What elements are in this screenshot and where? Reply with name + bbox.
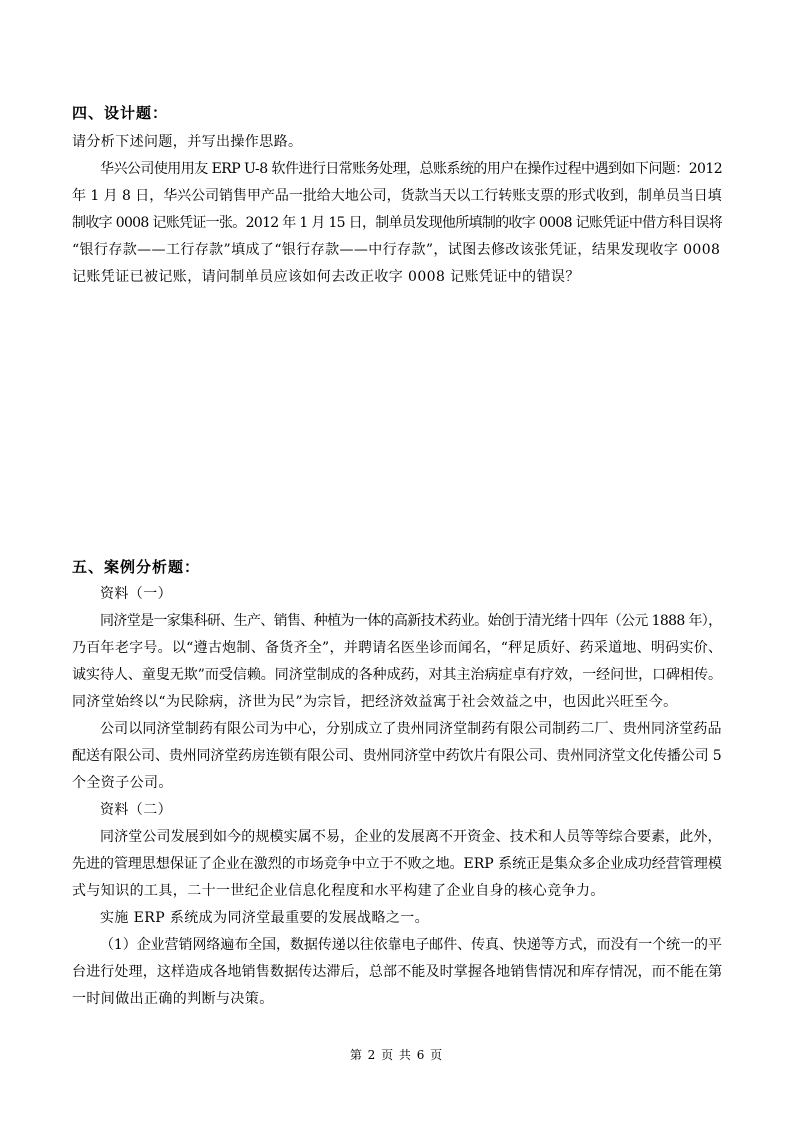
section-4-instruction: 请分析下述问题，并写出操作思路。 bbox=[72, 134, 303, 150]
material-2-line: 式与知识的工具，二十一世纪企业信息化程度和水平构建了企业自身的核心竞争力。 bbox=[72, 883, 605, 899]
section-4-line: 年 1 月 8 日，华兴公司销售甲产品一批给大地公司，货款当天以工行转账支票的形式收到，制单员当日填 bbox=[72, 188, 722, 204]
section-5-heading: 五、案例分析题： bbox=[72, 558, 201, 576]
section-4-line: 记账凭证已被记账，请问制单员应该如何去改正收字 0008 记账凭证中的错误？ bbox=[72, 269, 580, 285]
material-1-line: 配送有限公司、贵州同济堂药房连锁有限公司、贵州同济堂中药饮片有限公司、贵州同济堂文化传播公司 5 bbox=[72, 748, 722, 764]
section-4-line: 制收字 0008 记账凭证一张。2012 年 1 月 15 日，制单员发现他所填制的收字 0008 记账凭证中借方科目误将 bbox=[72, 215, 723, 231]
material-2-line: 先进的管理思想保证了企业在激烈的市场竞争中立于不败之地。ERP 系统正是集众多企业成功经营管理模 bbox=[72, 856, 722, 872]
material-1-title: 资料（一） bbox=[100, 586, 172, 602]
material-2-line: 同济堂公司发展到如今的规模实属不易，企业的发展离不开资金、技术和人员等等综合要素，此外， bbox=[100, 829, 722, 845]
material-2-line: 一时间做出正确的判断与决策。 bbox=[72, 991, 274, 1007]
section-4-line: 华兴公司使用用友 ERP U-8 软件进行日常账务处理，总账系统的用户在操作过程中遇到如下问题：2012 bbox=[100, 161, 723, 177]
material-1-line: 公司以同济堂制药有限公司为中心，分别成立了贵州同济堂制药有限公司制药二厂、贵州同济堂药品 bbox=[100, 721, 722, 737]
material-1-line: 同济堂是一家集科研、生产、销售、种植为一体的高新技术药业。始创于清光绪十四年（公元 1888 年）， bbox=[100, 613, 722, 629]
material-1-line: 同济堂始终以“为民除病，济世为民”为宗旨，把经济效益寓于社会效益之中，也因此兴旺至今。 bbox=[72, 694, 678, 710]
page-number-footer: 第 2 页 共 6 页 bbox=[349, 1048, 444, 1062]
material-1-line: 诚实待人、童叟无欺”而受信赖。同济堂制成的各种成药，对其主治病症卓有疗效，一经问世，口碑相传。 bbox=[72, 667, 722, 683]
material-2-title: 资料（二） bbox=[100, 802, 172, 818]
material-1-line: 乃百年老字号。以“遵古炮制、备货齐全”，并聘请名医坐诊而闻名，“秤足质好、药采道地、明码实价、 bbox=[72, 640, 723, 656]
section-4-heading: 四、设计题： bbox=[72, 104, 169, 122]
material-2-line: 实施 ERP 系统成为同济堂最重要的发展战略之一。 bbox=[100, 910, 430, 926]
material-2-line: 台进行处理，这样造成各地销售数据传达滞后，总部不能及时掌握各地销售情况和库存情况，而不能在第 bbox=[72, 964, 723, 980]
material-2-line: （1）企业营销网络遍布全国，数据传递以往依靠电子邮件、传真、快递等方式，而没有一个统一的平 bbox=[100, 937, 722, 953]
material-1-line: 个全资子公司。 bbox=[72, 775, 173, 791]
section-4-line: “银行存款——工行存款”填成了“银行存款——中行存款”，试图去修改该张凭证，结果发现收字 0008 bbox=[72, 242, 721, 258]
